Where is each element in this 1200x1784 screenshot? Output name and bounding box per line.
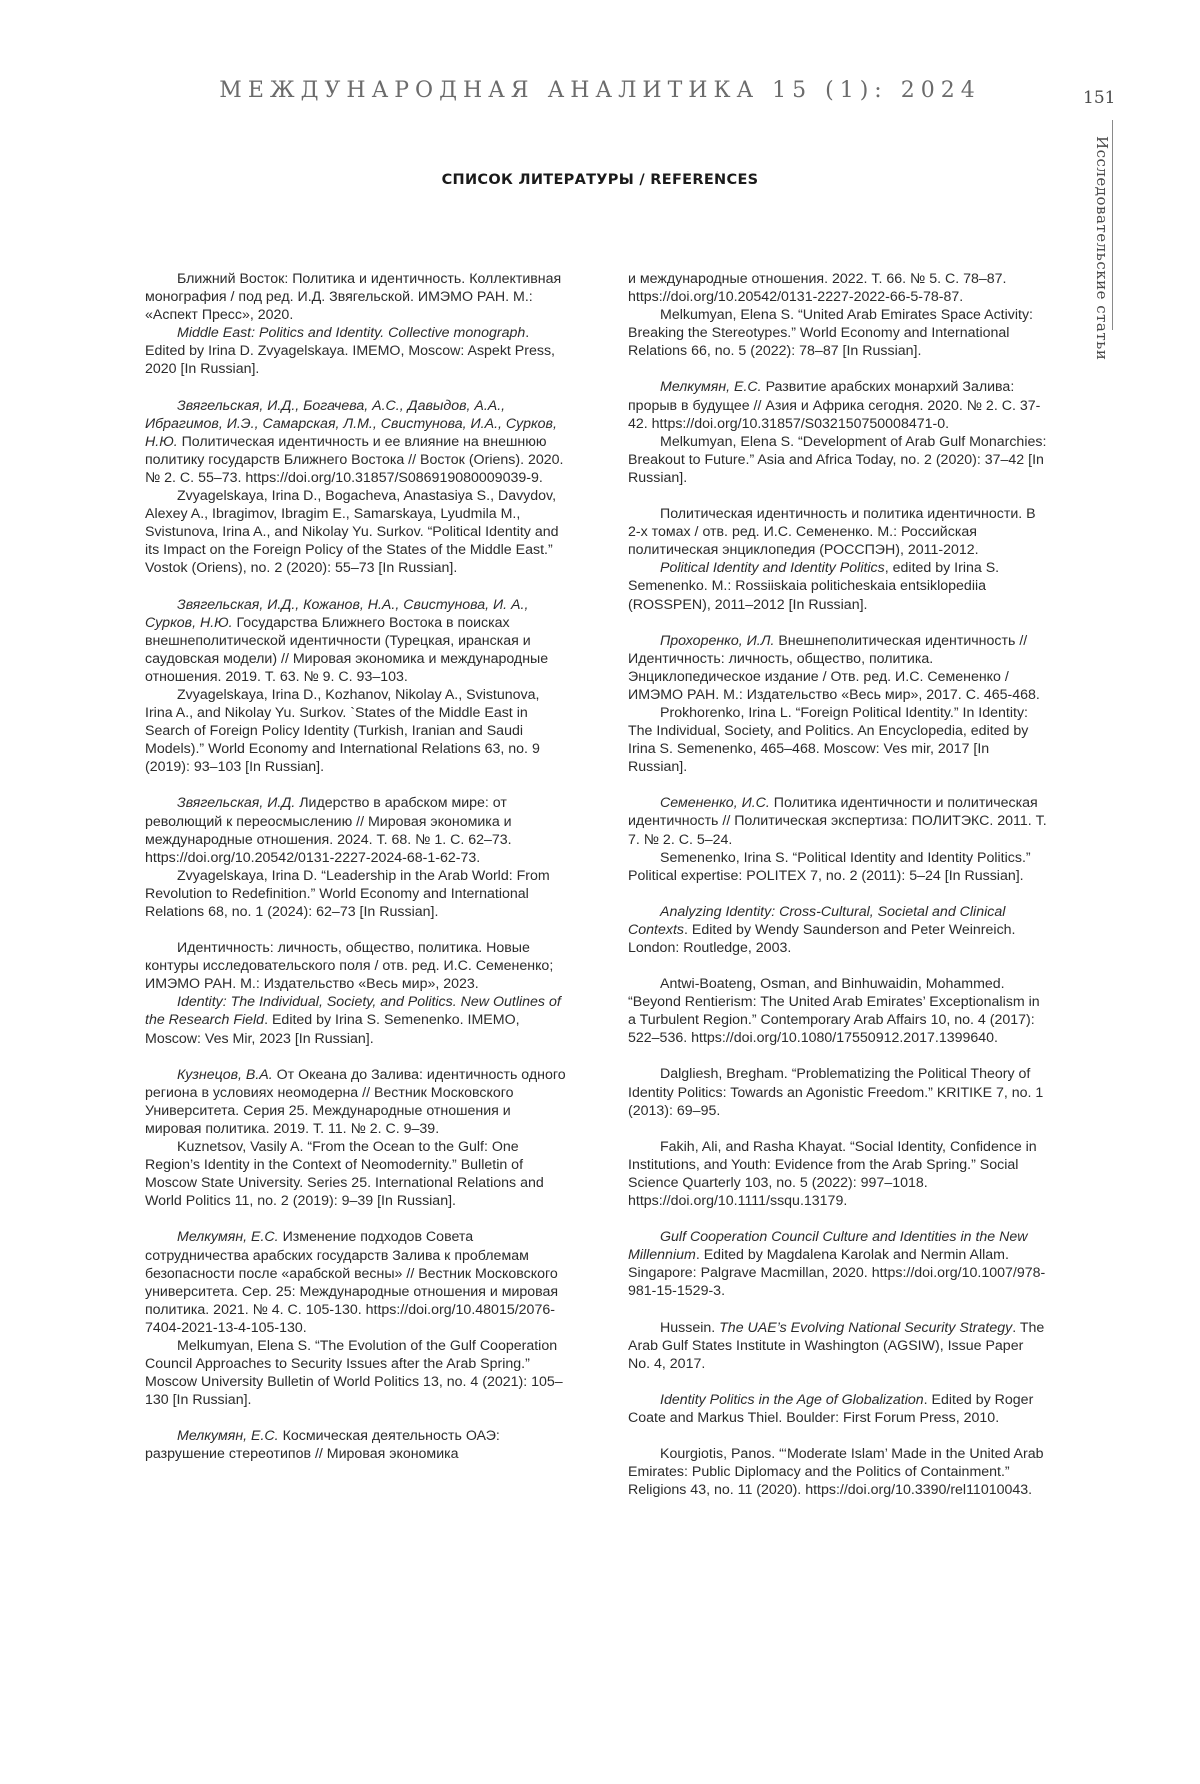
reference-continued: и международные отношения. 2022. Т. 66. № 5. С. 78–87. https://doi.org/10.20542/0131-2227-2022-66-5-78-87. [628,271,1007,306]
reference-authors: Мелкумян, Е.С. [660,379,762,396]
reference-entry [628,1138,1048,1210]
reference-en: Zvyagelskaya, Irina D. “Leadership in the Arab World: From Revolution to Redefinition.” World Economy and International Relations 68, no. 1 (2024): 62–73 [In Russian]. [145,867,550,920]
left-column [145,270,570,1482]
reference-text: Государства Ближнего Востока в поисках внешнеполитической идентичности (Турецкая, иранская и саудовская модели) // Мировая экономика и международные отношения. 2019. Т. 63. № 9. С. 93–103. [145,614,549,685]
reference-en [628,903,1048,957]
reference-authors: Прохоренко, И.Л. [660,632,775,649]
reference-title: Analyzing Identity: Cross-Cultural, Societal and Clinical Contexts [628,903,1006,938]
reference-en: Semenenko, Irina S. “Political Identity and Identity Politics.” Political expertise: POLITEX 7, no. 2 (2011): 5–24 [In Russian]. [628,849,1031,884]
reference-en [628,1228,1048,1300]
reference-entry [145,1427,570,1463]
reference-entry [628,632,1048,777]
reference-title: Identity Politics in the Age of Globalization [660,1391,924,1408]
reference-title: The UAE’s Evolving National Security Strategy [719,1319,1013,1336]
reference-authors: Мелкумян, Е.С. [177,1428,279,1445]
reference-text: От Океана до Залива: идентичность одного региона в условиях неомодерна // Вестник Московского Университета. Серия 25. Международные отношения и мировая политика. 2019. Т. 11. № 2. С. 9–39. [145,1066,566,1137]
section-side-label: Исследовательские статьи [1093,136,1111,361]
reference-ru [145,794,570,866]
reference-authors: Звягельская, И.Д. [177,795,296,812]
reference-entry [628,1319,1048,1373]
reference-entry [628,794,1048,884]
reference-authors: Кузнецов, В.А. [177,1066,273,1083]
reference-en [145,993,570,1047]
reference-en: Prokhorenko, Irina L. “Foreign Political Identity.” In Identity: The Individual, Society, and Politics. An Encyclopedia, edited by Irina S. Semenenko, 465–468. Moscow: Ves mir, 2017 [In Russian]. [628,704,1029,776]
reference-entry [145,596,570,777]
reference-title: Political Identity and Identity Politics [660,560,885,577]
reference-en: Melkumyan, Elena S. “The Evolution of the Gulf Cooperation Council Approaches to Security Issues after the Arab Spring.” Moscow University Bulletin of World Politics 13, no. 4 (2021): 105–130 [In Russian]. [145,1337,563,1409]
reference-en: Kuznetsov, Vasily A. “From the Ocean to the Gulf: One Region’s Identity in the Context of Neomodernity.” Bulletin of Moscow State University. Series 25. International Relations and World Politics 11, no. 2 (2019): 9–39 [In Russian]. [145,1139,544,1210]
reference-entry [145,397,570,578]
journal-header: МЕЖДУНАРОДНАЯ АНАЛИТИКА 15 (1): 2024 [219,78,981,103]
reference-text: . Edited by Wendy Saunderson and Peter Weinreich. London: Routledge, 2003. [628,921,1016,956]
reference-ru [628,794,1048,848]
reference-entry [145,939,570,1048]
reference-en: Melkumyan, Elena S. “Development of Arab Gulf Monarchies: Breakout to Future.” Asia and Africa Today, no. 2 (2020): 37–42 [In Russian]. [628,433,1047,486]
section-title: СПИСОК ЛИТЕРАТУРЫ / REFERENCES [441,172,759,188]
reference-entry [145,270,570,379]
reference-entry [628,1065,1048,1119]
reference-ru [145,1228,570,1337]
reference-entry [628,1228,1048,1300]
reference-entry [145,1228,570,1409]
reference-text: . Edited by Irina S. Semenenko. IMEMO, Moscow: Ves Mir, 2023 [In Russian]. [145,1012,520,1047]
reference-text: , edited by Irina S. Semenenko. M.: Rossiiskaia politicheskaia entsiklopediia (ROSSPEN), 2011–2012 [In Russian]. [628,560,1000,613]
reference-ru: Политическая идентичность и политика идентичности. В 2-х томах / отв. ред. И.С. Семененко. М.: Российская политическая энциклопедия (РОССПЭН), 2011-2012. [628,506,1036,559]
reference-en: Antwi-Boateng, Osman, and Binhuwaidin, Mohammed. “Beyond Rentierism: The United Arab Emirates’ Exceptionalism in a Turbulent Region.” Contemporary Arab Affairs 10, no. 4 (2017): 522–536. https://doi.org/10.1080/17550912.2017.1399640. [628,976,1040,1047]
reference-authors: Звягельская, И.Д., Богачева, А.С., Давыдов, А.А., Ибрагимов, И.Э., Самарская, Л.М., Свистунова, И.А., Сурков, Н.Ю. [145,397,557,450]
reference-ru [628,378,1048,432]
reference-entry [145,794,570,921]
reference-ru: Ближний Восток: Политика и идентичность. Коллективная монография / под ред. И.Д. Звягельской. ИМЭМО РАН. М.: «Аспект Пресс», 2020. [145,271,562,324]
reference-text: Космическая деятельность ОАЭ: разрушение стереотипов // Мировая экономика [145,1428,500,1463]
reference-ru [628,632,1048,704]
reference-entry [628,505,1048,614]
reference-text: Политика идентичности и политическая идентичность // Политическая экспертиза: ПОЛИТЭКС. 2011. Т. 7. № 2. С. 5–24. [628,795,1047,848]
reference-en [628,559,1048,613]
reference-entry [628,270,1048,360]
reference-text: Внешнеполитическая идентичность // Идентичность: личность, общество, политика. Энциклопедическое издание / Отв. ред. И.С. Семененко / ИМЭМО РАН. М.: Издательство «Весь мир», 2017. С. 465-468. [628,632,1040,703]
reference-en [145,324,570,378]
reference-title: Identity: The Individual, Society, and Politics. New Outlines of the Research Field [145,994,561,1029]
reference-en: Melkumyan, Elena S. “United Arab Emirates Space Activity: Breaking the Stereotypes.” World Economy and International Relations 66, no. 5 (2022): 78–87 [In Russian]. [628,307,1033,360]
reference-entry [628,975,1048,1047]
reference-en [628,1391,1048,1427]
reference-text: . Edited by Irina D. Zvyagelskaya. IMEMO, Moscow: Aspekt Press, 2020 [In Russian]. [145,325,556,378]
reference-ru: Идентичность: личность, общество, политика. Новые контуры исследовательского поля / отв. ред. И.С. Семененко; ИМЭМО РАН. М.: Издательство «Весь мир», 2023. [145,940,554,993]
page-number: 151 [1083,88,1116,108]
reference-en: Fakih, Ali, and Rasha Khayat. “Social Identity, Confidence in Institutions, and Youth: Evidence from the Arab Spring.” Social Science Quarterly 103, no. 5 (2022): 997–1018. https://doi.org/10.1111/ssqu.13179. [628,1138,1037,1210]
reference-text: Лидерство в арабском мире: от револющий к переосмыслению // Мировая экономика и международные отношения. 2024. Т. 68. № 1. С. 62–73. https://doi.org/10.20542/0131-2227-2024-68-1-62-73. [145,795,512,866]
reference-text: Развитие арабских монархий Залива: прорыв в будущее // Азия и Африка сегодня. 2020. № 2. С. 37-42. https://doi.org/10.31857/S032150750008471-0. [628,379,1041,432]
reference-title: Middle East: Politics and Identity. Collective monograph [177,325,526,342]
side-divider [1112,120,1113,330]
reference-entry [628,903,1048,957]
reference-en [628,1319,1048,1373]
reference-authors: Семененко, И.С. [660,795,770,812]
reference-en: Dalgliesh, Bregham. “Problematizing the Political Theory of Identity Politics: Towards an Agonistic Freedom.” KRITIKE 7, no. 1 (2013): 69–95. [628,1066,1044,1119]
reference-ru [145,1427,570,1463]
reference-en: Kourgiotis, Panos. “‘Moderate Islam’ Made in the United Arab Emirates: Public Diplomacy and the Politics of Containment.” Religions 43, no. 11 (2020). https://doi.org/10.3390/rel11010043. [628,1445,1044,1499]
reference-text: . Edited by Roger Coate and Markus Thiel. Boulder: First Forum Press, 2010. [628,1391,1034,1426]
reference-title: Gulf Cooperation Council Culture and Identities in the New Millennium [628,1229,1028,1264]
reference-authors: Мелкумян, Е.С. [177,1229,279,1246]
reference-text: Политическая идентичность и ее влияние на внешнюю политику государств Ближнего Востока // Восток (Oriens). 2020. № 2. С. 55–73. https://doi.org/10.31857/S086919080009039-9. [145,433,564,486]
reference-ru [145,1066,570,1138]
reference-text: Изменение подходов Совета сотрудничества арабских государств Залива к проблемам безопасности после «арабской весны» // Вестник Московского университета. Сер. 25: Международные отношения и мировая политика. 2021. № 4. С. 105-130. https://doi.org/10.48015/2076-7404-2021-13-4-105-130. [145,1229,559,1336]
reference-author: Hussein. [660,1319,720,1336]
reference-text: . The Arab Gulf States Institute in Washington (AGSIW), Issue Paper No. 4, 2017. [628,1319,1045,1372]
reference-en: Zvyagelskaya, Irina D., Kozhanov, Nikolay A., Svistunova, Irina A., and Nikolay Yu. Surkov. `States of the Middle East in Search of Foreign Policy Identity (Turkish, Iranian and Saudi Models).” World Economy and International Relations 63, no. 9 (2019): 93–103 [In Russian]. [145,686,540,776]
reference-text: . Edited by Magdalena Karolak and Nermin Allam. Singapore: Palgrave Macmillan, 2020. https://doi.org/10.1007/978-981-15-1529-3. [628,1247,1046,1300]
reference-ru [145,596,570,686]
reference-entry [628,1445,1048,1499]
reference-authors: Звягельская, И.Д., Кожанов, Н.А., Свистунова, И. А., Сурков, Н.Ю. [145,596,529,631]
reference-entry [628,378,1048,487]
reference-entry [628,1391,1048,1427]
right-column [628,270,1048,1517]
reference-ru [145,397,570,487]
reference-en: Zvyagelskaya, Irina D., Bogacheva, Anastasiya S., Davydov, Alexey A., Ibragimov, Ibragim E., Samarskaya, Lyudmila M., Svistunova, Irina A., and Nikolay Yu. Surkov. “Political Identity and its Impact on the Foreign Policy of the States of the Middle East.” Vostok (Oriens), no. 2 (2020): 55–73 [In Russian]. [145,488,559,577]
reference-entry [145,1066,570,1211]
